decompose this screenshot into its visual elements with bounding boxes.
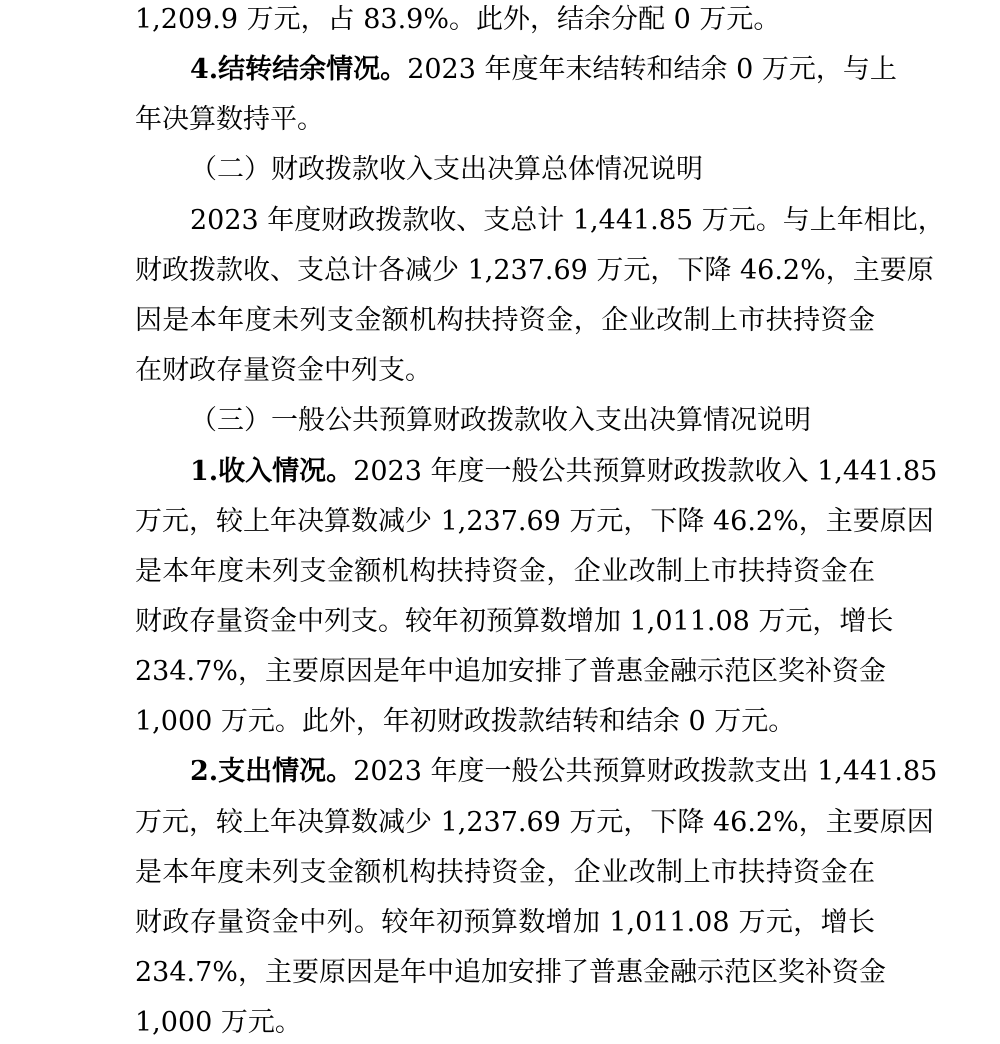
paragraph-line: 2023 年度财政拨款收、支总计 1,441.85 万元。与上年相比， bbox=[190, 205, 945, 236]
paragraph-line bbox=[190, 752, 938, 792]
section-lead: 1.收入情况。 bbox=[190, 456, 354, 487]
paragraph-text: 2023 年度年末结转和结余 0 万元，与上 bbox=[407, 54, 897, 85]
section-lead: 4.结转结余情况。 bbox=[190, 54, 408, 85]
paragraph-line: 因是本年度未列支金额机构扶持资金，企业改制上市扶持资金 bbox=[135, 305, 875, 336]
paragraph-line: 234.7%，主要原因是年中追加安排了普惠金融示范区奖补资金 bbox=[135, 656, 886, 687]
paragraph-line: 万元，较上年决算数减少 1,237.69 万元，下降 46.2%，主要原因 bbox=[135, 807, 934, 838]
section-heading: （三）一般公共预算财政拨款收入支出决算情况说明 bbox=[190, 405, 811, 436]
paragraph-line bbox=[190, 452, 938, 492]
paragraph-line: 财政存量资金中列。较年初预算数增加 1,011.08 万元，增长 bbox=[135, 907, 875, 938]
paragraph-line bbox=[190, 50, 897, 90]
paragraph-line: 1,000 万元。此外，年初财政拨款结转和结余 0 万元。 bbox=[135, 706, 796, 737]
section-heading: （二）财政拨款收入支出决算总体情况说明 bbox=[190, 154, 703, 185]
section-lead: 2.支出情况。 bbox=[190, 756, 354, 787]
paragraph-line: 万元，较上年决算数减少 1,237.69 万元，下降 46.2%，主要原因 bbox=[135, 506, 934, 537]
paragraph-text: 2023 年度一般公共预算财政拨款支出 1,441.85 bbox=[353, 756, 938, 787]
paragraph-line: 1,209.9 万元，占 83.9%。此外，结余分配 0 万元。 bbox=[135, 4, 781, 35]
paragraph-line: 财政拨款收、支总计各减少 1,237.69 万元，下降 46.2%，主要原 bbox=[135, 255, 934, 286]
paragraph-line: 1,000 万元。 bbox=[135, 1007, 302, 1038]
paragraph-line: 234.7%，主要原因是年中追加安排了普惠金融示范区奖补资金 bbox=[135, 957, 886, 988]
paragraph-line: 是本年度未列支金额机构扶持资金，企业改制上市扶持资金在 bbox=[135, 857, 875, 888]
paragraph-line: 在财政存量资金中列支。 bbox=[135, 355, 432, 386]
paragraph-line: 年决算数持平。 bbox=[135, 104, 324, 135]
paragraph-text: 2023 年度一般公共预算财政拨款收入 1,441.85 bbox=[353, 456, 938, 487]
paragraph-line: 财政存量资金中列支。较年初预算数增加 1,011.08 万元，增长 bbox=[135, 606, 894, 637]
paragraph-line: 是本年度未列支金额机构扶持资金，企业改制上市扶持资金在 bbox=[135, 556, 875, 587]
